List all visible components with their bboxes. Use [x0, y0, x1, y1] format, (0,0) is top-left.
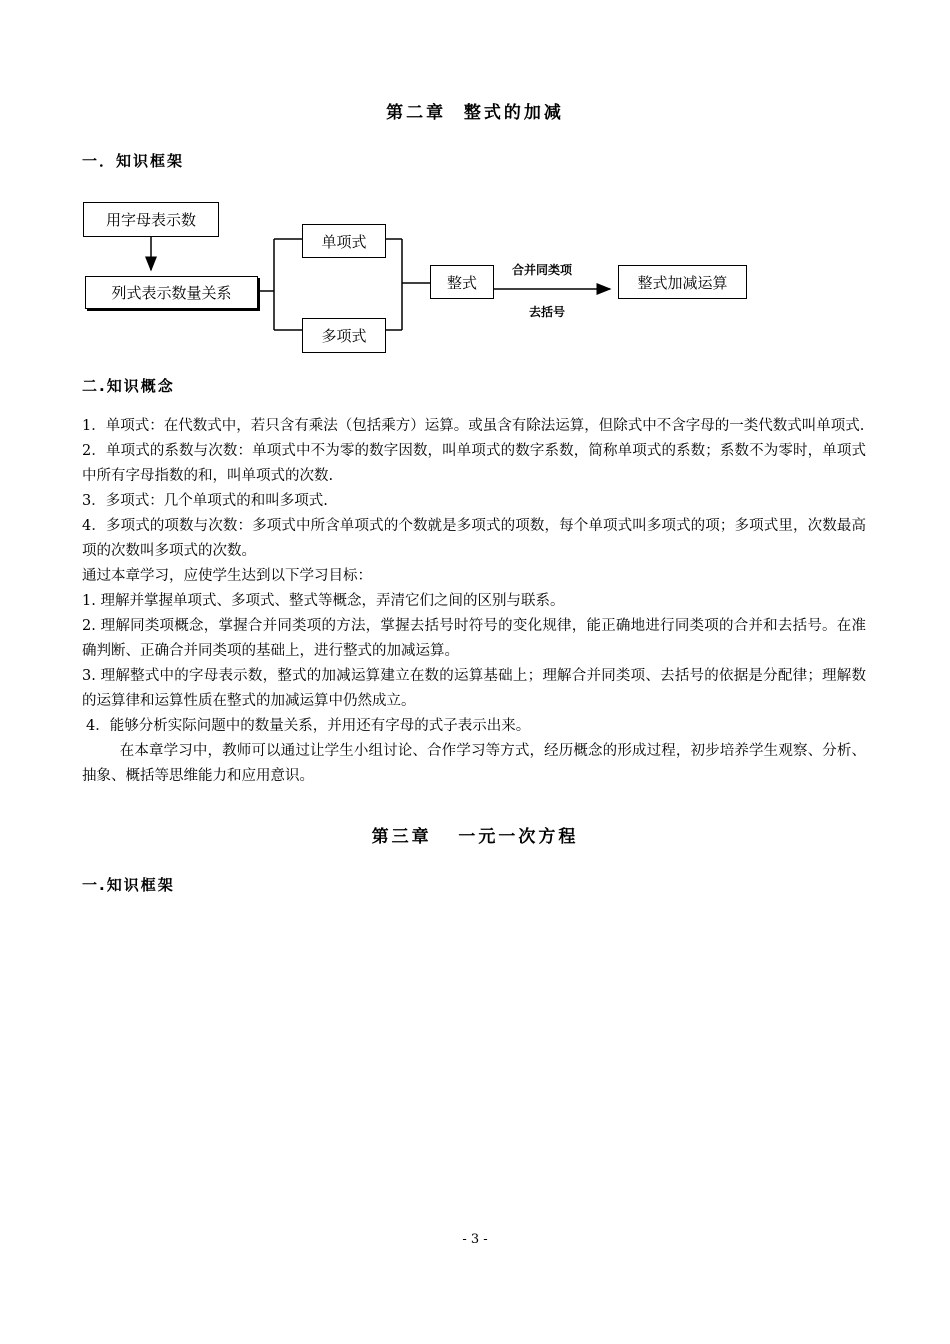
section-knowledge-concepts-heading: 二.知识概念 [82, 377, 175, 395]
page-number: - 3 - [462, 1232, 488, 1247]
paragraph-monomial-coefficient-degree: 2．单项式的系数与次数：单项式中不为零的数字因数，叫单项式的数字系数，简称单项式的系数；系数不为零时，单项式中所有字母指数的和，叫单项式的次数. [82, 443, 866, 484]
chapter3-knowledge-framework-heading: 一.知识框架 [82, 876, 175, 894]
box-letters-represent-numbers: 用字母表示数 [83, 202, 219, 237]
paragraph-monomial-definition: 1．单项式：在代数式中，若只含有乘法（包括乘方）运算。或虽含有除法运算，但除式中不含字母的一类代数式叫单项式. [82, 418, 865, 434]
label-remove-parentheses: 去括号 [529, 305, 566, 319]
knowledge-framework-diagram [80, 196, 760, 358]
paragraph-goal-4: 4．能够分析实际问题中的数量关系，并用还有字母的式子表示出来。 [86, 718, 531, 734]
box-polynomial: 多项式 [302, 318, 386, 353]
paragraph-polynomial-definition: 3．多项式：几个单项式的和叫多项式. [82, 493, 328, 509]
paragraph-goal-2: 2. 理解同类项概念，掌握合并同类项的方法，掌握去括号时符号的变化规律，能正确地进行同类项的合并和去括号。在准确判断、正确合并同类项的基础上，进行整式的加减运算。 [82, 618, 866, 659]
label-combine-like-terms: 合并同类项 [512, 263, 573, 277]
paragraph-teaching-note: 在本章学习中，教师可以通过让学生小组讨论、合作学习等方式，经历概念的形成过程，初步培养学生观察、分析、抽象、概括等思维能力和应用意识。 [82, 743, 866, 784]
box-integral-expression: 整式 [430, 265, 494, 299]
paragraph-goal-3: 3. 理解整式中的字母表示数，整式的加减运算建立在数的运算基础上；理解合并同类项、去括号的依据是分配律；理解数的运算律和运算性质在整式的加减运算中仍然成立。 [82, 668, 866, 709]
section-knowledge-framework-heading: 一．知识框架 [82, 152, 185, 170]
paragraph-polynomial-terms-degree: 4．多项式的项数与次数：多项式中所含单项式的个数就是多项式的项数，每个单项式叫多项式的项；多项式里，次数最高项的次数叫多项式的次数。 [82, 518, 866, 559]
concepts-body [82, 414, 866, 789]
box-integral-operations: 整式加减运算 [618, 265, 747, 299]
box-expressions-quantity-relations: 列式表示数量关系 [85, 276, 258, 309]
chapter3-title: 第三章 一元一次方程 [371, 827, 579, 847]
chapter2-title: 第二章 整式的加减 [386, 103, 564, 123]
paragraph-goal-1: 1. 理解并掌握单项式、多项式、整式等概念，弄清它们之间的区别与联系。 [82, 593, 565, 609]
paragraph-goals-intro: 通过本章学习，应使学生达到以下学习目标： [82, 568, 372, 584]
box-monomial: 单项式 [302, 224, 386, 258]
